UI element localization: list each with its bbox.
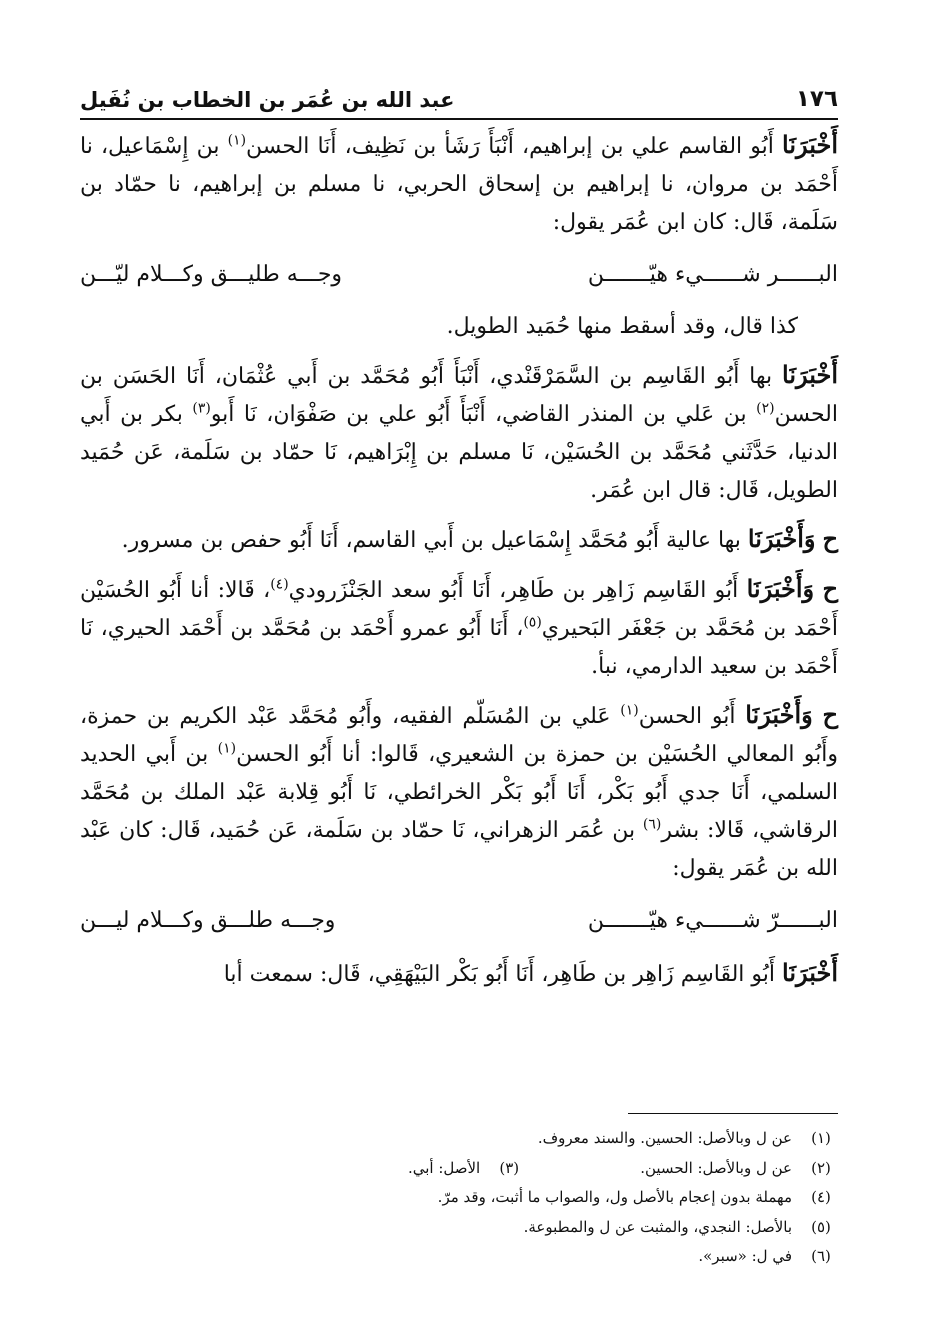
text-segment: بن إِسْمَاعيل، نا أَحْمَد بن مروان، نا إبراهيم بن إسحاق الحربي، نا مسلم بن إبراهيم، نا حمّاد بن سَلَمة، قَال: كان ابن عُمَر يقول: (80, 134, 838, 235)
main-text (80, 126, 838, 1004)
text-segment: أَبُو الحسن (638, 704, 746, 729)
running-title: عبد الله بن عُمَر بن الخطاب بن نُفَيل (80, 88, 455, 112)
keyword-waakhbarana: وَأَخْبَرَنَا (746, 574, 815, 603)
text-segment: ، أَنَا أَبُو عمرو أَحْمَد بن مُحَمَّد بن أَحْمَد الحيري، نَا أَحْمَد بن سعيد الدارمي، نبأ. (80, 616, 838, 679)
footnote-marker: (٤) (270, 576, 289, 593)
footnote-number: (٤) (811, 1188, 831, 1206)
footnote-number: (٦) (811, 1247, 831, 1265)
ha-marker: ح (822, 524, 838, 553)
footnote-number: (٣) (499, 1158, 520, 1177)
paragraph-4 (80, 520, 838, 560)
verse-hemistich-first: البــــــرّ شــــــيء هيّـــــــن (587, 908, 838, 933)
paragraph-5 (80, 570, 838, 686)
text-segment: بن أَبي الحديد السلمي، أَنَا جدي أَبُو بَكْر، أَنَا أَبُو بَكْر الخرائطي، نَا أَبُو قِلابة عَبْد الملك بن مُحَمَّد الرقاشي، قَالا: بشر (80, 742, 838, 843)
paragraph-1 (80, 126, 838, 242)
footnote-text: بالأصل: النجدي، والمثبت عن ل والمطبوعة. (523, 1217, 792, 1236)
footnote-item (80, 1242, 838, 1272)
keyword-akhbarana: أَخْبَرَنَا (782, 130, 838, 159)
footnote-item (80, 1183, 838, 1213)
paragraph-6 (80, 696, 838, 888)
keyword-waakhbarana: وَأَخْبَرَنَا (745, 700, 813, 729)
ha-marker: ح (822, 574, 838, 603)
footnote-text: مهملة بدون إعجام بالأصل ول، والصواب ما أثبت، وقد مرّ. (437, 1188, 792, 1206)
footnote-marker: (٥) (523, 614, 542, 631)
text-segment: بها أَبُو القَاسِم بن السَّمَرْقَنْدي، أَنْبَأَ أَبُو مُحَمَّد بن أَبي عُثْمَان، أَنَا الحَسَن بن الحسن (80, 364, 838, 427)
text-segment: أَبُو القَاسِم زَاهِر بن طَاهِر، أَنَا أَبُو بَكْر البَيْهَقِي، قَال: سمعت أبا (223, 962, 783, 987)
ha-marker: ح (822, 700, 838, 729)
footnote-item (80, 1154, 838, 1184)
footnote-marker: (٦) (642, 816, 662, 833)
text-segment: عَلي بن المُسَلّم الفقيه، وأَبُو مُحَمَّد عَبْد الكريم بن حمزة، وأَبُو المعالي الحُسَيْن بن حمزة بن الشعيري، قَالوا: أنا أَبُو الحسن (80, 704, 838, 767)
footnote-marker: (٣) (192, 400, 211, 417)
text-segment: أَبُو القَاسِم زَاهِر بن طَاهِر، أَنَا أَبُو سعد الجَنْزَرودي (288, 578, 747, 603)
page-header (80, 72, 838, 120)
footnote-marker: (١) (217, 740, 237, 757)
verse-hemistich-first: البــــــر شــــــيء هيّـــــــن (587, 262, 838, 287)
footnote-item (80, 1213, 838, 1243)
verse-hemistich-second: وجـــه طلـــق وكـــلام ليـــن (80, 908, 336, 933)
footnote-item (80, 1124, 838, 1154)
keyword-akhbarana: أَخْبَرَنَا (782, 958, 838, 987)
keyword-akhbarana: أَخْبَرَنَا (782, 360, 838, 389)
text-segment: بن عَلي بن المنذر القاضي، أَنْبَأَ أَبُو علي بن صَفْوَان، نَا أَبو (210, 402, 757, 427)
paragraph-2: كذا قال، وقد أسقط منها حُمَيد الطويل. (446, 314, 798, 339)
verse-hemistich-second: وجـــه طليـــق وكـــلام ليّـــن (80, 262, 343, 287)
footnote-text: عن ل وبالأصل: الحسين. (640, 1158, 792, 1177)
footnote-divider (628, 1113, 838, 1114)
footnote-marker: (١) (227, 132, 247, 149)
text-segment: ، قَالا: أنا أَبُو الحُسَيْن أَحْمَد بن مُحَمَّد بن جَعْفَر البَحيري (80, 578, 838, 641)
page-number: ١٧٦ (795, 86, 838, 112)
text-segment: بها عالية أَبُو مُحَمَّد إِسْمَاعيل بن أَبي القاسم، أَنَا أَبُو حفص بن مسرور. (121, 528, 748, 553)
text-segment: بن عُمَر الزهراني، نَا حمّاد بن سَلَمة، عَن حُمَيد، قَال: كان عَبْد الله بن عُمَر يقول: (80, 818, 838, 881)
paragraph-7 (80, 954, 838, 994)
paragraph-3 (80, 356, 838, 510)
verse-1 (80, 256, 838, 294)
footnote-marker: (١) (620, 702, 639, 719)
text-segment: بكر بن أَبي الدنيا، حَدَّثَني مُحَمَّد بن الحُسَيْن، نَا مسلم بن إِبْرَاهيم، نَا حمّاد بن سَلَمة، عَن حُمَيد الطويل، قَال: قال ابن عُمَر. (80, 402, 838, 503)
footnote-text: عن ل وبالأصل: الحسين. والسند معروف. (537, 1129, 792, 1147)
footnote-marker: (٢) (756, 400, 775, 417)
verse-2 (80, 902, 838, 940)
footnote-text: الأصل: أبي. (407, 1158, 481, 1177)
text-segment: أَبُو القاسم علي بن إبراهيم، أَنْبَأَ رَشَأ بن نَظِيف، أَنَا الحسن (246, 134, 783, 159)
footnote-number: (٥) (811, 1217, 831, 1236)
footnote-text: في ل: «سبر». (698, 1247, 792, 1265)
footnote-number: (٢) (811, 1158, 831, 1177)
footnotes (80, 1124, 838, 1272)
footnote-number: (١) (811, 1129, 831, 1147)
keyword-waakhbarana: وَأَخْبَرَنَا (747, 524, 816, 553)
